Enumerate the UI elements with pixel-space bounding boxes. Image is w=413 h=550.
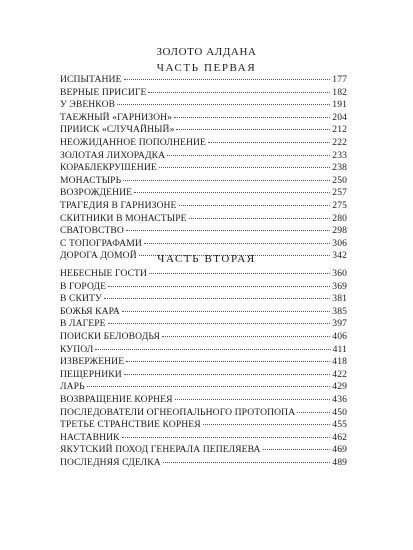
toc-entry xyxy=(60,137,347,150)
toc-entry-page: 436 xyxy=(332,393,347,405)
toc-entry xyxy=(60,225,347,238)
toc-entry-page: 280 xyxy=(332,212,347,224)
book-title: ЗОЛОТО АЛДАНА xyxy=(156,46,257,58)
toc-entry-title: ИСПЫТАНИЕ xyxy=(60,74,122,85)
dot-leader xyxy=(148,92,330,93)
toc-entry-title: НАСТАВНИК xyxy=(60,431,120,443)
toc-entry-page: 306 xyxy=(332,237,347,249)
toc-entry-page: 369 xyxy=(332,280,347,292)
toc-entry-title: ЯКУТСКИЙ ПОХОД ГЕНЕРАЛА ПЕПЕЛЯЕВА xyxy=(60,444,261,456)
dot-leader xyxy=(124,374,331,375)
toc-entry-title: НЕОЖИДАННОЕ ПОПОЛНЕНИЕ xyxy=(60,136,206,148)
toc-entry-page: 418 xyxy=(332,356,347,368)
toc-entry xyxy=(60,162,347,175)
toc-entry xyxy=(60,381,347,394)
dot-leader xyxy=(189,218,331,219)
toc-entry-page: 455 xyxy=(332,419,347,431)
toc-entry-page: 238 xyxy=(332,162,347,174)
part-two-title: ЧАСТЬ ВТОРАЯ xyxy=(157,253,256,265)
toc-entry-page: 257 xyxy=(332,187,347,199)
dot-leader xyxy=(167,155,330,156)
toc-entry xyxy=(60,268,347,281)
dot-leader xyxy=(126,230,330,231)
toc-entry xyxy=(60,407,347,420)
dot-leader xyxy=(297,412,330,413)
dot-leader xyxy=(159,167,330,168)
toc-entry-title: ПРИИСК «СЛУЧАЙНЫЙ» xyxy=(60,124,175,136)
dot-leader xyxy=(163,462,330,463)
toc-entry xyxy=(60,99,347,112)
dot-leader xyxy=(126,361,330,362)
dot-leader xyxy=(263,449,331,450)
toc-entry xyxy=(60,281,347,294)
toc-entry xyxy=(60,238,347,251)
dot-leader xyxy=(144,243,330,244)
toc-entry-page: 381 xyxy=(332,293,347,305)
dot-leader xyxy=(117,104,330,105)
toc-entry xyxy=(60,150,347,163)
toc-entry xyxy=(60,369,347,382)
toc-entry-title: ТРЕТЬЕ СТРАНСТВИЕ КОРНЕЯ xyxy=(60,419,201,431)
toc-entry-title: ТРАГЕДИЯ В ГАРНИЗОНЕ xyxy=(60,199,177,211)
toc-entry-title: ПОСЛЕДОВАТЕЛИ ОГНЕОПАЛЬНОГО ПРОТОПОПА xyxy=(60,406,296,418)
dot-leader xyxy=(208,142,330,143)
toc-entry-page: 177 xyxy=(332,74,347,85)
toc-entry xyxy=(60,175,347,188)
toc-entry-page: 298 xyxy=(332,225,347,237)
toc-entry-title: СКИТНИКИ В МОНАСТЫРЕ xyxy=(60,212,187,224)
toc-entry xyxy=(60,356,347,369)
toc-entry xyxy=(60,213,347,226)
dot-leader xyxy=(175,399,331,400)
dot-leader xyxy=(108,323,331,324)
dot-leader xyxy=(124,79,331,80)
dot-leader xyxy=(122,311,330,312)
dot-leader xyxy=(203,424,331,425)
toc-entry-page: 233 xyxy=(332,149,347,161)
toc-entry xyxy=(60,394,347,407)
toc-entry xyxy=(60,306,347,319)
toc-entry-title: ВЕРНЫЕ ПРИСИГЕ xyxy=(60,86,147,98)
toc-entry-title: ЛАРЬ xyxy=(60,381,85,393)
toc-entry xyxy=(60,112,347,125)
toc-entry-title: ПЕЩЕРНИКИ xyxy=(60,368,122,380)
toc-entry-title: ЗОЛОТАЯ ЛИХОРАДКА xyxy=(60,149,166,161)
toc-entry-title: ТАЕЖНЫЙ «ГАРНИЗОН» xyxy=(60,111,173,123)
dot-leader xyxy=(176,129,330,130)
toc-entry-title: ПОИСКИ БЕЛОВОДЬЯ xyxy=(60,330,160,342)
toc-entry-title: ПОСЛЕДНЯЯ СДЕЛКА xyxy=(60,456,161,468)
toc-entry-title: МОНАСТЫРЬ xyxy=(60,174,122,186)
toc-entry-title: НЕБЕСНЫЕ ГОСТИ xyxy=(60,268,148,279)
toc-entry-page: 222 xyxy=(332,136,347,148)
toc-entry-page: 342 xyxy=(332,250,347,262)
toc-entry xyxy=(60,124,347,137)
toc-entry-title: В ЛАГЕРЕ xyxy=(60,318,106,330)
toc-entry-page: 275 xyxy=(332,199,347,211)
toc-entry-title: ДОРОГА ДОМОЙ xyxy=(60,250,137,262)
toc-entry xyxy=(60,200,347,213)
toc-entry xyxy=(60,87,347,100)
toc-entry xyxy=(60,444,347,457)
dot-leader xyxy=(95,349,330,350)
toc-entry-title: КОРАБЛЕКРУШЕНИЕ xyxy=(60,162,157,174)
toc-entry-title: СВАТОВСТВО xyxy=(60,225,124,237)
toc-entry-page: 469 xyxy=(332,444,347,456)
toc-entry-page: 450 xyxy=(332,406,347,418)
toc-entry xyxy=(60,457,347,470)
toc-entry-page: 204 xyxy=(332,111,347,123)
toc-entry xyxy=(60,318,347,331)
dot-leader xyxy=(87,386,331,387)
toc-entry xyxy=(60,331,347,344)
toc-entry-page: 429 xyxy=(332,381,347,393)
dot-leader xyxy=(122,437,331,438)
part-two-contents xyxy=(60,268,347,470)
toc-entry-page: 385 xyxy=(332,305,347,317)
toc-entry-page: 212 xyxy=(332,124,347,136)
dot-leader xyxy=(123,180,330,181)
toc-entry-page: 250 xyxy=(332,174,347,186)
toc-entry-title: КУПОЛ xyxy=(60,343,94,355)
toc-entry-title: ВОЗВРАЩЕНИЕ КОРНЕЯ xyxy=(60,393,173,405)
toc-entry-title: В ГОРОДЕ xyxy=(60,280,107,292)
toc-entry xyxy=(60,344,347,357)
toc-entry xyxy=(60,187,347,200)
toc-entry-title: БОЖЬЯ КАРА xyxy=(60,305,120,317)
toc-entry-page: 462 xyxy=(332,431,347,443)
dot-leader xyxy=(179,205,331,206)
toc-entry-page: 360 xyxy=(332,268,347,279)
toc-entry-page: 406 xyxy=(332,330,347,342)
part-one-contents xyxy=(60,74,347,263)
dot-leader xyxy=(149,273,330,274)
toc-entry-page: 422 xyxy=(332,368,347,380)
toc-entry-page: 191 xyxy=(332,99,347,111)
toc-entry-page: 182 xyxy=(332,86,347,98)
toc-entry-page: 411 xyxy=(332,343,347,355)
toc-entry xyxy=(60,432,347,445)
dot-leader xyxy=(174,117,330,118)
dot-leader xyxy=(134,192,330,193)
toc-entry-page: 489 xyxy=(332,456,347,468)
dot-leader xyxy=(104,298,330,299)
toc-entry xyxy=(60,419,347,432)
toc-entry-title: С ТОПОГРАФАМИ xyxy=(60,237,142,249)
toc-entry-title: В СКИТУ xyxy=(60,293,102,305)
toc-entry-page: 397 xyxy=(332,318,347,330)
dot-leader xyxy=(162,336,330,337)
toc-entry xyxy=(60,74,347,87)
dot-leader xyxy=(108,286,330,287)
toc-entry-title: ВОЗРОЖДЕНИЕ xyxy=(60,187,133,199)
toc-entry xyxy=(60,293,347,306)
part-one-title: ЧАСТЬ ПЕРВАЯ xyxy=(156,62,257,74)
toc-entry-title: У ЭВЕНКОВ xyxy=(60,99,116,111)
toc-entry-title: ИЗВЕРЖЕНИЕ xyxy=(60,356,125,368)
